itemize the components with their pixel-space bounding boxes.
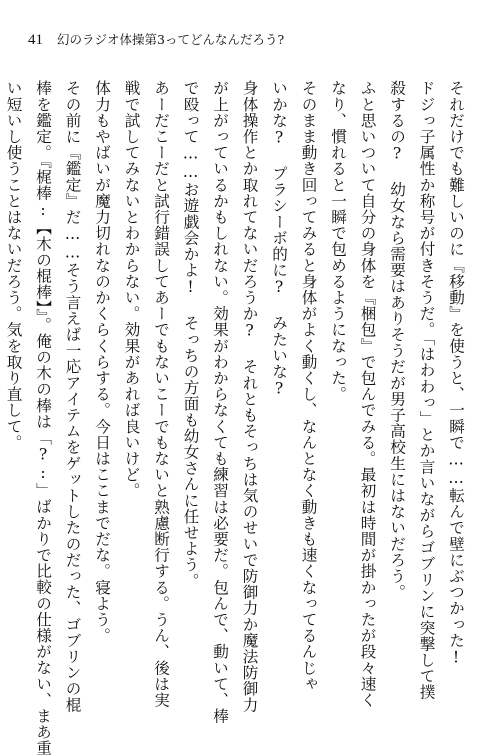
text-line: ふと思いついて自分の身体を『梱包』で包んでみる。最初は時間が掛かったが段々速く	[358, 80, 377, 708]
text-line: なり、慣れると一瞬で包めるようになった。	[329, 80, 347, 402]
text-line: い短いし使うことはないだろう。気を取り直して。	[4, 80, 23, 451]
text-line: が上がっているかもしれない。効果がわからなくても練習は必要だ。包んで、動いて、棒	[211, 80, 229, 724]
text-line: 戦で試してみないとわからない。効果があれば良いけど。	[122, 80, 141, 499]
text-line: あーだこーだと試行錯誤してあーでもないこーでもないと熟慮断行する。うん、後は実	[152, 80, 170, 708]
text-line: その前に『鑑定』だ……そう言えば一応アイテムをゲットしたのだった、ゴブリンの棍	[63, 80, 82, 713]
text-line: いかな? プラシーボ的に? みたいな?	[270, 80, 288, 398]
text-line: 身体操作とか取れてないだろうか? それともそっちは気のせいで防御力か魔法防御力	[240, 80, 259, 713]
page-number: 41	[28, 32, 43, 48]
text-line: で殴って……お遊戯会かよ! そっちの方面も幼女さんに任せよう。	[181, 80, 200, 589]
text-line: そのまま動き回ってみると身体がよく動くし、なんとなく動きも速くなってるんじゃ	[299, 80, 318, 692]
text-line: ドジっ子属性か称号が付きそうだ。「はわわっ」とか言いながらゴブリンに突撃して撲	[417, 80, 436, 701]
text-line: 体力もやばいが魔力切れなのかくらくらする。今日はここまでだな。寝よう。	[93, 80, 111, 644]
text-line: 殺するの? 幼女なら需要はありそうだが男子高校生にはないだろう。	[388, 80, 406, 600]
running-title: 幻のラジオ体操第3ってどんなんだろう?	[57, 32, 285, 47]
running-header	[28, 30, 284, 52]
body-text	[0, 80, 470, 756]
text-line: それだけでも難しいのに『移動』を使うと、一瞬で……転んで壁にぶつかった!	[447, 80, 465, 667]
text-line: 棒を鑑定。『梶棒:【木の棍棒】』。俺の木の棒は「?:」ばかりで比較の仕様がない、まあ重	[34, 80, 52, 756]
